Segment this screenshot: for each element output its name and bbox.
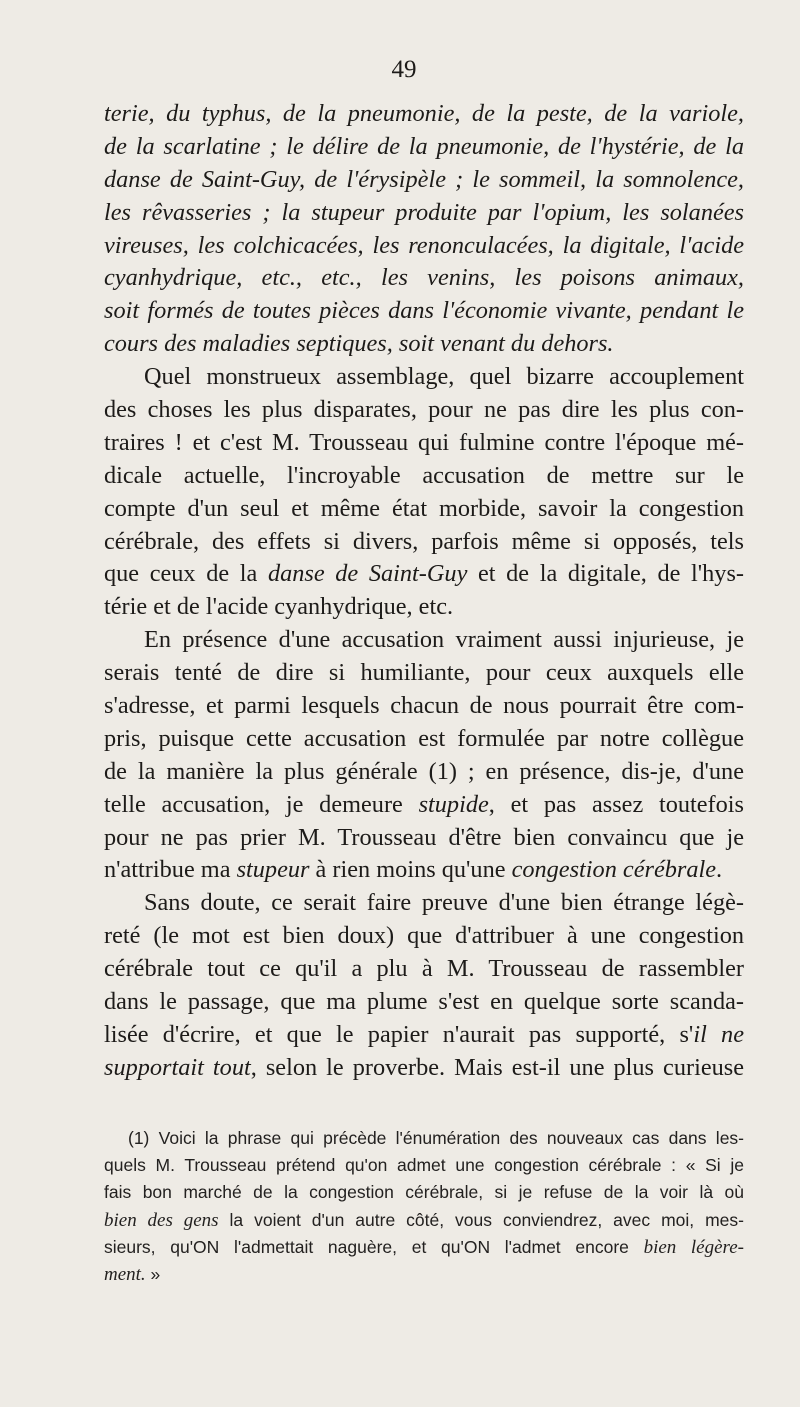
text-line: pour ne pas prier M. Trousseau d'être bien convaincu que je: [104, 823, 744, 851]
text-line: vireuses, les colchicacées, les renonculacées, la digitale, l'acide: [104, 231, 744, 259]
text-line: danse de Saint-Guy, de l'érysipèle ; le sommeil, la somnolence,: [104, 165, 744, 193]
text-line: dicale actuelle, l'incroyable accusation de mettre sur le: [104, 461, 744, 489]
text-line: de la manière la plus générale (1) ; en présence, dis-je, d'une: [104, 757, 744, 785]
text-line: En présence d'une accusation vraiment aussi injurieuse, je: [144, 626, 744, 654]
text-line: soit formés de toutes pièces dans l'économie vivante, pendant le: [104, 297, 744, 325]
footnote-line: (1) Voici la phrase qui précède l'énumération des nouveaux cas dans les-: [128, 1128, 744, 1148]
text-line: de la scarlatine ; le délire de la pneumonie, de l'hystérie, de la: [104, 132, 744, 160]
text-line: Quel monstrueux assemblage, quel bizarre accouplement: [144, 363, 744, 391]
text-line: cérébrale, des effets si divers, parfois même si opposés, tels: [104, 527, 744, 555]
text-line: terie, du typhus, de la pneumonie, de la peste, de la variole,: [104, 100, 744, 127]
text-line: Sans doute, ce serait faire preuve d'une bien étrange légè-: [144, 889, 744, 917]
main-text: [104, 98, 744, 1085]
text-line: térie et de l'acide cyanhydrique, etc.: [104, 593, 454, 621]
footnote-line: fais bon marché de la congestion cérébrale, si je refuse de la voir là où: [104, 1182, 744, 1203]
text-line: compte d'un seul et même état morbide, savoir la congestion: [104, 494, 744, 522]
footnote-line: sieurs, qu'ON l'admettait naguère, et qu'ON l'admet encore bien légère-: [104, 1236, 744, 1258]
text-line: traires ! et c'est M. Trousseau qui fulmine contre l'époque mé-: [104, 428, 744, 456]
footnote-line: ment. »: [104, 1263, 161, 1285]
text-line: telle accusation, je demeure stupide, et pas assez toutefois: [104, 790, 744, 818]
text-line: cérébrale tout ce qu'il a plu à M. Trousseau de rassembler: [104, 955, 744, 983]
text-line: cours des maladies septiques, soit venant du dehors.: [104, 330, 614, 358]
footnote-line: bien des gens la voient d'un autre côté, vous conviendrez, avec moi, mes-: [104, 1209, 744, 1231]
footnote: [104, 1125, 744, 1288]
text-line: s'adresse, et parmi lesquels chacun de nous pourrait être com-: [104, 692, 744, 720]
text-line: des choses les plus disparates, pour ne pas dire les plus con-: [104, 396, 744, 424]
text-line: les rêvasseries ; la stupeur produite par l'opium, les solanées: [104, 198, 744, 226]
text-line: que ceux de la danse de Saint-Guy et de la digitale, de l'hys-: [104, 560, 744, 588]
text-line: supportait tout, selon le proverbe. Mais est-il une plus curieuse: [104, 1053, 744, 1081]
text-line: reté (le mot est bien doux) que d'attribuer à une congestion: [104, 922, 744, 950]
text-line: n'attribue ma stupeur à rien moins qu'une congestion cérébrale.: [104, 856, 723, 884]
footnote-line: quels M. Trousseau prétend qu'on admet une congestion cérébrale : « Si je: [104, 1155, 744, 1176]
text-line: lisée d'écrire, et que le papier n'aurait pas supporté, s'il ne: [104, 1020, 744, 1048]
text-line: dans le passage, que ma plume s'est en quelque sorte scanda-: [104, 988, 744, 1016]
page-number: 49: [391, 56, 417, 83]
text-line: pris, puisque cette accusation est formulée par notre collègue: [104, 724, 744, 752]
text-line: serais tenté de dire si humiliante, pour ceux auxquels elle: [104, 659, 744, 687]
text-line: cyanhydrique, etc., etc., les venins, les poisons animaux,: [104, 264, 744, 292]
